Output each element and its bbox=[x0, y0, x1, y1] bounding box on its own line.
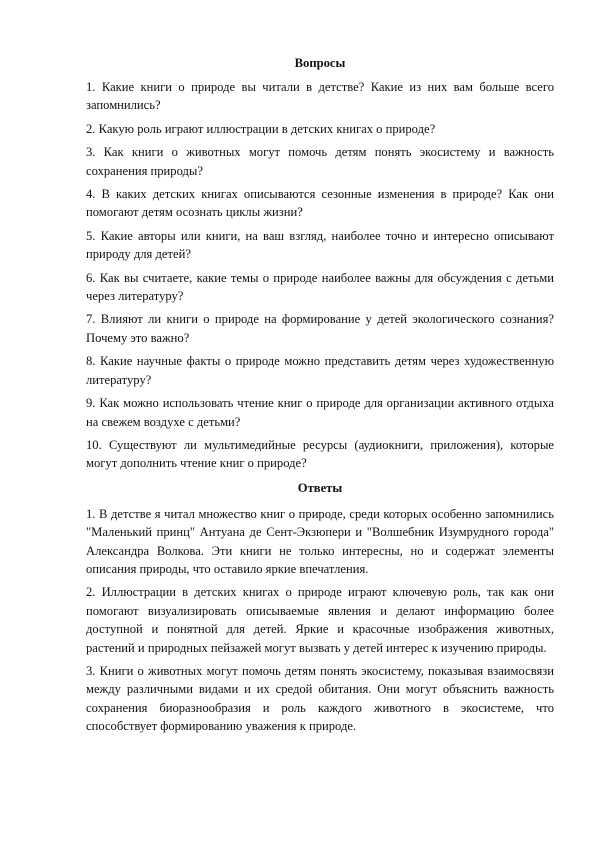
question-item: 5. Какие авторы или книги, на ваш взгляд, наиболее точно и интересно описывают природу для детей? bbox=[86, 228, 554, 262]
question-item: 4. В каких детских книгах описываются сезонные изменения в природе? Как они помогают детям осознать циклы жизни? bbox=[86, 187, 554, 220]
answers-list bbox=[86, 505, 554, 736]
question-item: 6. Как вы считаете, какие темы о природе наиболее важны для обсуждения с детьми через литературу? bbox=[86, 270, 554, 304]
question-item: 9. Как можно использовать чтение книг о природе для организации активного отдыха на свежем воздухе с детьми? bbox=[86, 396, 554, 429]
answers-heading: Ответы bbox=[297, 480, 343, 495]
answer-item: 1. В детстве я читал множество книг о природе, среди которых особенно запомнились "Маленький принц" Антуана де Сент-Экзюпери и "Волшебник Изумрудного города" Александра Волкова. Эти книги не только интересны, но и содержат элементы описания природы, что оставило яркие впечатления. bbox=[86, 506, 554, 576]
question-item: 1. Какие книги о природе вы читали в детстве? Какие из них вам больше всего запомнились? bbox=[86, 80, 554, 113]
questions-heading: Вопросы bbox=[294, 56, 346, 70]
question-item: 10. Существуют ли мультимедийные ресурсы (аудиокниги, приложения), которые могут дополнить чтение книг о природе? bbox=[86, 437, 554, 471]
answer-item: 3. Книги о животных могут помочь детям понять экосистему, показывая взаимосвязи между различными видами и их средой обитания. Они могут объяснить важность сохранения биоразнообразия и роль каждого животного в экосистеме, что способствует формированию уважения к природе. bbox=[86, 663, 554, 734]
question-item: 3. Как книги о животных могут помочь детям понять экосистему и важность сохранения природы? bbox=[86, 145, 554, 178]
question-item: 8. Какие научные факты о природе можно представить детям через художественную литературу? bbox=[86, 354, 554, 387]
answer-item: 2. Иллюстрации в детских книгах о природе играют ключевую роль, так как они помогают визуализировать описываемые явления и делают информацию более доступной и понятной для детей. Яркие и красочные изображения животных, растений и природных пейзажей могут вызвать у детей интерес к изучению природы. bbox=[86, 585, 554, 655]
questions-list bbox=[86, 78, 554, 473]
question-item: 7. Влияют ли книги о природе на формирование у детей экологического сознания? Почему это важно? bbox=[86, 312, 554, 345]
question-item: 2. Какую роль играют иллюстрации в детских книгах о природе? bbox=[86, 121, 436, 136]
